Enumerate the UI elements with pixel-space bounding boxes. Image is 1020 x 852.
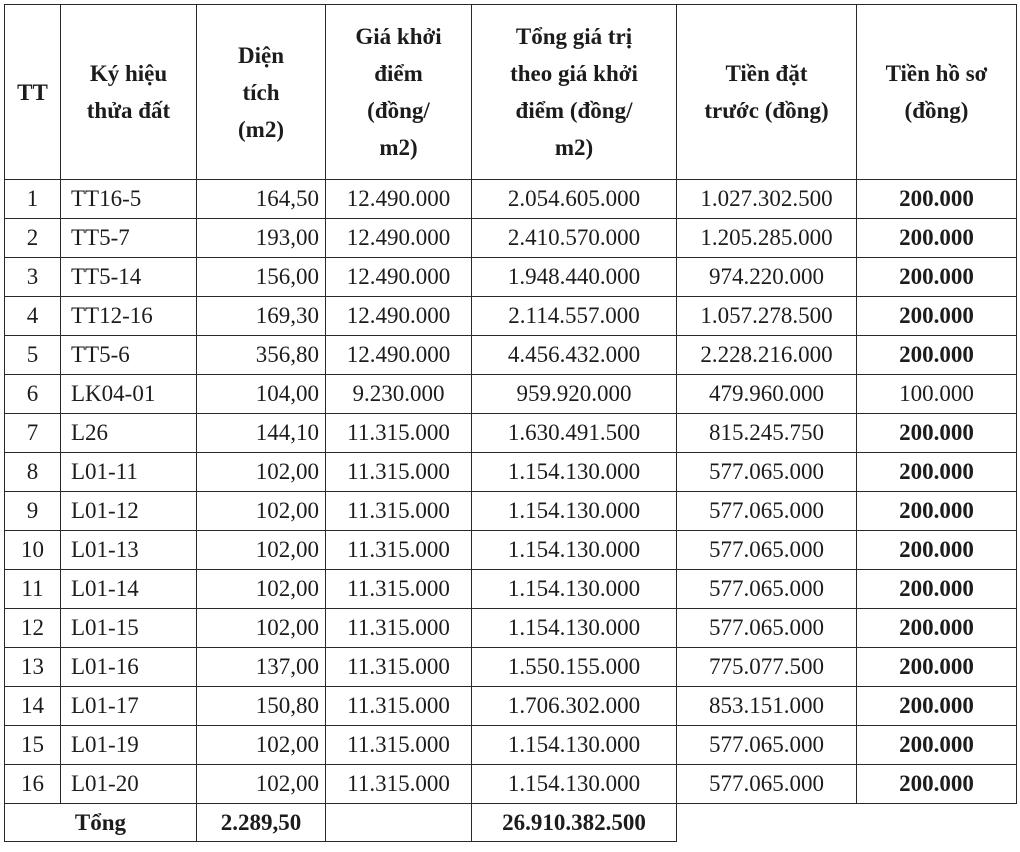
cell-start-price: 11.315.000 xyxy=(326,726,472,765)
cell-fee: 200.000 xyxy=(857,609,1017,648)
total-empty-deposit xyxy=(677,804,857,842)
cell-deposit: 577.065.000 xyxy=(677,492,857,531)
cell-plot-code: TT12-16 xyxy=(61,297,197,336)
cell-row-index: 5 xyxy=(5,336,61,375)
cell-row-index: 11 xyxy=(5,570,61,609)
table-row xyxy=(5,765,1017,804)
cell-deposit: 577.065.000 xyxy=(677,570,857,609)
cell-deposit: 577.065.000 xyxy=(677,609,857,648)
cell-area: 102,00 xyxy=(197,765,326,804)
cell-area: 193,00 xyxy=(197,219,326,258)
cell-total-value: 959.920.000 xyxy=(472,375,677,414)
cell-fee: 200.000 xyxy=(857,297,1017,336)
cell-plot-code: L01-17 xyxy=(61,687,197,726)
cell-fee: 100.000 xyxy=(857,375,1017,414)
cell-deposit: 1.205.285.000 xyxy=(677,219,857,258)
cell-plot-code: TT5-14 xyxy=(61,258,197,297)
total-empty-price xyxy=(326,804,472,842)
cell-row-index: 14 xyxy=(5,687,61,726)
cell-row-index: 10 xyxy=(5,531,61,570)
cell-fee: 200.000 xyxy=(857,531,1017,570)
land-plot-table xyxy=(4,4,1017,842)
cell-start-price: 12.490.000 xyxy=(326,297,472,336)
cell-start-price: 11.315.000 xyxy=(326,765,472,804)
table-row xyxy=(5,453,1017,492)
cell-total-value: 1.154.130.000 xyxy=(472,726,677,765)
header-tt: TT xyxy=(5,5,61,180)
cell-deposit: 775.077.500 xyxy=(677,648,857,687)
table-row xyxy=(5,570,1017,609)
header-deposit: Tiền đặt trước (đồng) xyxy=(677,5,857,180)
cell-plot-code: L01-14 xyxy=(61,570,197,609)
cell-fee: 200.000 xyxy=(857,492,1017,531)
table-row xyxy=(5,258,1017,297)
cell-total-value: 4.456.432.000 xyxy=(472,336,677,375)
cell-total-value: 1.154.130.000 xyxy=(472,570,677,609)
cell-total-value: 1.154.130.000 xyxy=(472,531,677,570)
cell-area: 356,80 xyxy=(197,336,326,375)
cell-row-index: 7 xyxy=(5,414,61,453)
cell-plot-code: L01-16 xyxy=(61,648,197,687)
cell-total-value: 1.154.130.000 xyxy=(472,453,677,492)
cell-row-index: 16 xyxy=(5,765,61,804)
cell-deposit: 479.960.000 xyxy=(677,375,857,414)
cell-fee: 200.000 xyxy=(857,648,1017,687)
cell-start-price: 11.315.000 xyxy=(326,453,472,492)
table-row xyxy=(5,531,1017,570)
cell-plot-code: TT5-7 xyxy=(61,219,197,258)
cell-row-index: 8 xyxy=(5,453,61,492)
cell-start-price: 11.315.000 xyxy=(326,531,472,570)
table-row xyxy=(5,648,1017,687)
cell-row-index: 13 xyxy=(5,648,61,687)
table-row xyxy=(5,180,1017,219)
cell-area: 150,80 xyxy=(197,687,326,726)
table-row xyxy=(5,726,1017,765)
cell-deposit: 577.065.000 xyxy=(677,726,857,765)
cell-total-value: 1.154.130.000 xyxy=(472,765,677,804)
cell-deposit: 815.245.750 xyxy=(677,414,857,453)
cell-deposit: 577.065.000 xyxy=(677,765,857,804)
cell-deposit: 577.065.000 xyxy=(677,531,857,570)
cell-area: 102,00 xyxy=(197,492,326,531)
cell-row-index: 9 xyxy=(5,492,61,531)
table-row xyxy=(5,609,1017,648)
cell-plot-code: LK04-01 xyxy=(61,375,197,414)
cell-start-price: 11.315.000 xyxy=(326,570,472,609)
cell-plot-code: L01-20 xyxy=(61,765,197,804)
cell-plot-code: L01-13 xyxy=(61,531,197,570)
cell-fee: 200.000 xyxy=(857,336,1017,375)
cell-area: 156,00 xyxy=(197,258,326,297)
cell-total-value: 2.410.570.000 xyxy=(472,219,677,258)
cell-start-price: 11.315.000 xyxy=(326,414,472,453)
cell-total-value: 1.948.440.000 xyxy=(472,258,677,297)
cell-fee: 200.000 xyxy=(857,726,1017,765)
total-area: 2.289,50 xyxy=(197,804,326,842)
cell-total-value: 1.550.155.000 xyxy=(472,648,677,687)
cell-total-value: 1.154.130.000 xyxy=(472,492,677,531)
total-value: 26.910.382.500 xyxy=(472,804,677,842)
cell-deposit: 577.065.000 xyxy=(677,453,857,492)
cell-area: 102,00 xyxy=(197,531,326,570)
cell-plot-code: TT16-5 xyxy=(61,180,197,219)
header-start-price: Giá khởi điểm (đồng/ m2) xyxy=(326,5,472,180)
cell-area: 169,30 xyxy=(197,297,326,336)
cell-total-value: 1.154.130.000 xyxy=(472,609,677,648)
cell-row-index: 3 xyxy=(5,258,61,297)
total-label: Tổng xyxy=(5,804,197,842)
cell-start-price: 11.315.000 xyxy=(326,648,472,687)
table-body xyxy=(5,180,1017,804)
cell-plot-code: L01-11 xyxy=(61,453,197,492)
cell-row-index: 6 xyxy=(5,375,61,414)
cell-area: 102,00 xyxy=(197,453,326,492)
cell-plot-code: L26 xyxy=(61,414,197,453)
header-total-value: Tổng giá trị theo giá khởi điểm (đồng/ m2) xyxy=(472,5,677,180)
cell-area: 144,10 xyxy=(197,414,326,453)
table-row xyxy=(5,414,1017,453)
cell-total-value: 2.114.557.000 xyxy=(472,297,677,336)
header-row xyxy=(5,5,1017,180)
cell-row-index: 4 xyxy=(5,297,61,336)
cell-fee: 200.000 xyxy=(857,180,1017,219)
cell-deposit: 974.220.000 xyxy=(677,258,857,297)
header-plot-code: Ký hiệu thửa đất xyxy=(61,5,197,180)
cell-deposit: 1.027.302.500 xyxy=(677,180,857,219)
cell-fee: 200.000 xyxy=(857,765,1017,804)
table-row xyxy=(5,687,1017,726)
table-row xyxy=(5,375,1017,414)
cell-area: 164,50 xyxy=(197,180,326,219)
table-row xyxy=(5,219,1017,258)
cell-plot-code: L01-15 xyxy=(61,609,197,648)
table-row xyxy=(5,492,1017,531)
cell-row-index: 15 xyxy=(5,726,61,765)
cell-total-value: 1.706.302.000 xyxy=(472,687,677,726)
cell-plot-code: TT5-6 xyxy=(61,336,197,375)
cell-start-price: 11.315.000 xyxy=(326,609,472,648)
cell-start-price: 12.490.000 xyxy=(326,336,472,375)
table-row xyxy=(5,336,1017,375)
cell-start-price: 12.490.000 xyxy=(326,180,472,219)
cell-start-price: 12.490.000 xyxy=(326,219,472,258)
header-fee: Tiền hồ sơ (đồng) xyxy=(857,5,1017,180)
cell-total-value: 1.630.491.500 xyxy=(472,414,677,453)
cell-fee: 200.000 xyxy=(857,687,1017,726)
cell-area: 102,00 xyxy=(197,570,326,609)
cell-fee: 200.000 xyxy=(857,414,1017,453)
cell-start-price: 9.230.000 xyxy=(326,375,472,414)
cell-fee: 200.000 xyxy=(857,453,1017,492)
cell-deposit: 1.057.278.500 xyxy=(677,297,857,336)
cell-start-price: 11.315.000 xyxy=(326,492,472,531)
cell-deposit: 2.228.216.000 xyxy=(677,336,857,375)
cell-plot-code: L01-12 xyxy=(61,492,197,531)
cell-fee: 200.000 xyxy=(857,219,1017,258)
cell-total-value: 2.054.605.000 xyxy=(472,180,677,219)
cell-area: 102,00 xyxy=(197,609,326,648)
cell-deposit: 853.151.000 xyxy=(677,687,857,726)
cell-area: 102,00 xyxy=(197,726,326,765)
cell-row-index: 2 xyxy=(5,219,61,258)
table-row xyxy=(5,297,1017,336)
cell-row-index: 1 xyxy=(5,180,61,219)
cell-plot-code: L01-19 xyxy=(61,726,197,765)
cell-area: 137,00 xyxy=(197,648,326,687)
header-area: Diện tích (m2) xyxy=(197,5,326,180)
cell-start-price: 12.490.000 xyxy=(326,258,472,297)
cell-area: 104,00 xyxy=(197,375,326,414)
total-row xyxy=(5,804,1017,842)
total-empty-fee xyxy=(857,804,1017,842)
cell-fee: 200.000 xyxy=(857,258,1017,297)
cell-row-index: 12 xyxy=(5,609,61,648)
cell-start-price: 11.315.000 xyxy=(326,687,472,726)
cell-fee: 200.000 xyxy=(857,570,1017,609)
